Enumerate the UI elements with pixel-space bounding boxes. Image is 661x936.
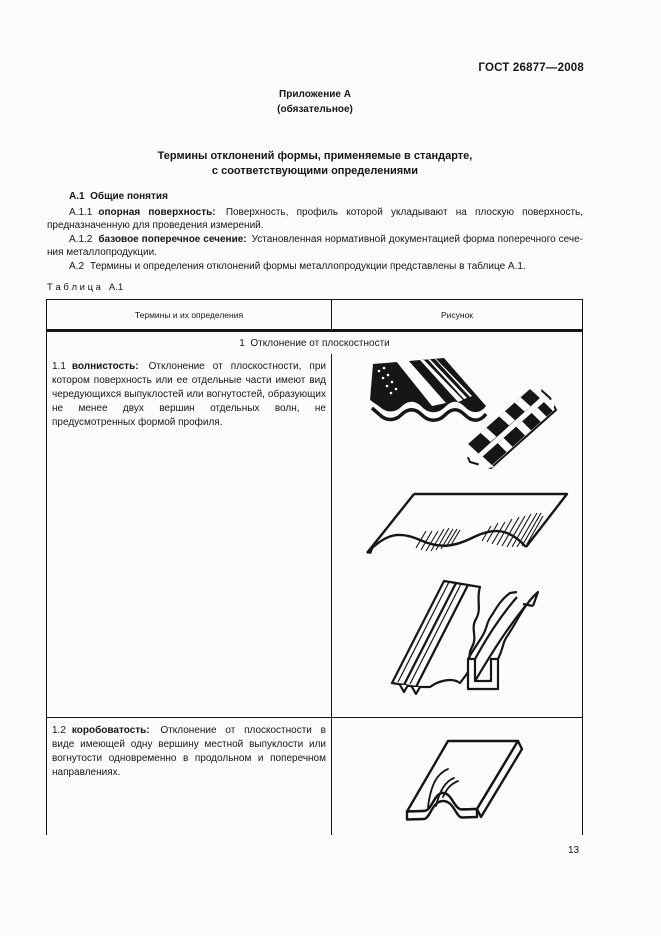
clause-a12	[47, 233, 583, 260]
clause-a12-term: базовое поперечное сечение:	[98, 233, 250, 245]
table-row	[47, 354, 582, 717]
annex-label: Приложение А	[279, 89, 351, 100]
term-1-2-definition: Отклонение от плоскостности в виде имеющей одну вершину местной выпуклости или вогнутости одновременно в продольном и поперечном направлениях.	[52, 725, 326, 778]
doc-code: ГОСТ 26877—2008	[478, 62, 584, 74]
table-header-row	[47, 300, 582, 332]
table-section-row: 1 Отклонение от плоскостности	[239, 337, 390, 349]
term-cell-1-1	[47, 354, 332, 717]
table-header-figure: Рисунок	[440, 309, 474, 320]
waviness-corrugated-and-channel-outline-figure	[386, 573, 548, 695]
clause-a11-definition: Поверхность, профиль которой укладывают на плоскую поверхность, предназначенную для проведения измерений.	[47, 207, 584, 232]
annex-sublabel: (обязательное)	[277, 104, 353, 115]
clause-a12-definition: Установленная нормативной документацией форма поперечного сечения металлопродукции.	[47, 233, 583, 259]
figure-cell-1-1	[332, 354, 582, 717]
terms-table	[46, 299, 583, 835]
table-header-terms: Термины и их определения	[47, 300, 332, 329]
page-number: 13	[568, 845, 580, 856]
page-title-line2: с соответствующими определениями	[211, 164, 419, 177]
figure-cell-1-2	[332, 718, 582, 835]
clauses	[47, 206, 583, 273]
clause-a12-num: А.1.2	[69, 233, 93, 245]
table-label: Т а б л и ц а А.1	[47, 282, 124, 293]
annex-heading	[47, 87, 583, 117]
waviness-corrugated-sheet-solid-figure	[370, 358, 565, 470]
term-1-1-num: 1.1	[52, 361, 66, 372]
clause-a2	[47, 260, 583, 273]
section-a1-heading: А.1 Общие понятия	[69, 191, 168, 202]
clause-a11-term: опорная поверхность:	[98, 207, 224, 218]
term-1-1-definition: Отклонение от плоскостности, при котором поверхность или ее отдельные части имеют вид чередующихся выпуклостей или вогнутостей, образующих не менее двух вершин отдельных волн, не предусмотренных формой профиля.	[52, 361, 326, 428]
page-title-line1: Термины отклонений формы, применяемые в стандарте,	[157, 150, 473, 162]
buckled-plate-outline-figure	[398, 735, 528, 827]
term-1-2-term: коробоватость:	[71, 725, 159, 736]
waviness-surface-outline-figure	[364, 490, 572, 564]
clause-a11-num: А.1.1	[69, 207, 93, 218]
term-1-2-num: 1.2	[52, 725, 66, 736]
clause-a2-text: Термины и определения отклонений формы металлопродукции представлены в таблице А.1.	[90, 260, 526, 272]
clause-a11	[47, 206, 583, 233]
term-cell-1-2	[47, 718, 332, 835]
term-1-1-term: волнистость:	[71, 361, 147, 372]
table-row	[47, 717, 582, 835]
clause-a2-num: А.2	[69, 260, 85, 272]
page-title	[47, 149, 583, 178]
